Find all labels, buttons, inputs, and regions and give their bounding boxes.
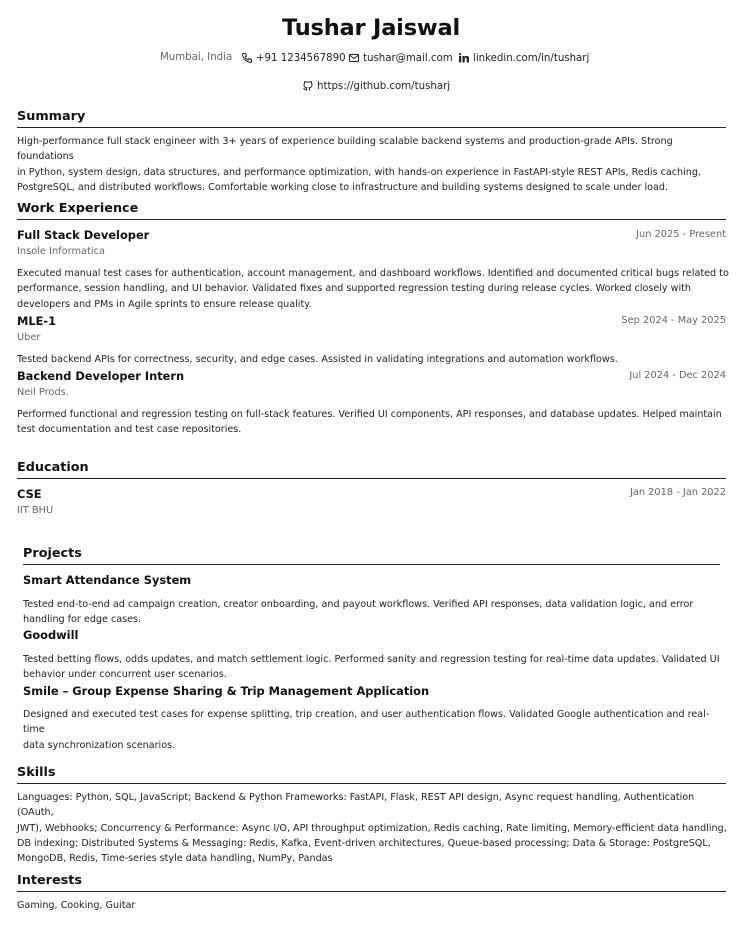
job-company: Insole Informatica	[17, 246, 105, 257]
job-company: Uber	[17, 332, 41, 343]
projects-divider	[23, 564, 720, 565]
skills-line: Languages: Python, SQL, JavaScript; Backend & Python Frameworks: FastAPI, Flask, REST API design, Async request handling, Authentication (OAuth,	[17, 792, 695, 819]
project-description-line: Tested betting flows, odds updates, and match settlement logic. Performed sanity and regression testing for real-time data updates. Validated UI	[23, 654, 720, 665]
project-description-line: behavior under concurrent user scenarios.	[23, 669, 227, 681]
project-description-line: data synchronization scenarios.	[23, 739, 176, 751]
skills-line: MongoDB, Redis, Time-series style data handling, NumPy, Pandas	[17, 853, 333, 865]
job-title: Backend Developer Intern	[17, 369, 185, 383]
linkedin[interactable]	[458, 52, 589, 64]
summary-line: in Python, system design, data structures, and performance optimization, with hands-on experience in FastAPI-style REST APIs, Redis caching,	[17, 166, 701, 178]
github[interactable]	[302, 80, 450, 92]
interests-heading: Interests	[17, 873, 83, 888]
job-description-line: performance, session handling, and UI behavior. Validated fixes and supported regression testing during release cycles. Worked closely with	[17, 283, 692, 295]
interests-text: Gaming, Cooking, Guitar	[17, 900, 136, 911]
education-heading: Education	[17, 460, 89, 475]
linkedin-text[interactable]: linkedin.com/in/tusharj	[473, 52, 590, 64]
job-description	[17, 266, 729, 312]
job-date: Jun 2025 - Present	[636, 229, 726, 240]
interests-divider	[17, 891, 726, 892]
school: IIT BHU	[17, 505, 54, 516]
email[interactable]	[348, 52, 453, 64]
project-title: Smile – Group Expense Sharing & Trip Management Application	[23, 684, 430, 698]
location	[160, 52, 232, 63]
linkedin-icon	[458, 52, 470, 64]
skills-heading: Skills	[17, 765, 56, 780]
resume-name: Tushar Jaiswal	[282, 15, 460, 41]
github-text[interactable]: https://github.com/tusharj	[317, 80, 451, 92]
phone	[241, 52, 346, 64]
job-description	[17, 352, 729, 367]
job-description-line: test documentation and test case repositories.	[17, 424, 242, 436]
skills-text	[17, 790, 729, 866]
project-description-line: Tested end-to-end ad campaign creation, creator onboarding, and payout workflows. Verified API responses, data validation logic, and error	[23, 599, 694, 610]
summary-line: PostgreSQL, and distributed workflows. Comfortable working close to infrastructure and building systems designed to scale under load.	[17, 181, 669, 193]
job-description-line: Executed manual test cases for authentication, account management, and dashboard workflows. Identified and documented critical bugs related to	[17, 268, 729, 279]
project-description-line: Designed and executed test cases for expense splitting, trip creation, and user authentication flows. Validated Google authentication and real-time	[23, 709, 710, 736]
project-title: Smart Attendance System	[23, 573, 192, 587]
summary-line: High-performance full stack engineer with 3+ years of experience building scalable backend systems and production-grade APIs. Strong foundations	[17, 136, 673, 163]
skills-line: DB indexing; Distributed Systems & Messaging: Redis, Kafka, Event-driven architectures, Queue-based processing; Data & Storage: PostgreSQL,	[17, 837, 711, 849]
project-description-line: handling for edge cases.	[23, 614, 142, 626]
phone-text: +91 1234567890	[256, 52, 346, 64]
email-text[interactable]: tushar@mail.com	[363, 52, 453, 64]
job-description-line: developers and PMs in Agile sprints to ensure release quality.	[17, 298, 312, 310]
skills-divider	[17, 783, 726, 784]
mail-icon	[348, 52, 360, 64]
job-description-line: Performed functional and regression testing on full-stack features. Verified UI components, API responses, and database updates. Helped maintain	[17, 409, 722, 420]
education-divider	[17, 478, 726, 479]
job-description	[17, 407, 729, 438]
skills-line: JWT), Webhooks; Concurrency & Performance: Async I/O, API throughput optimization, Redis caching, Rate limiting, Memory-efficient data handling,	[17, 822, 727, 834]
summary-divider	[17, 127, 726, 128]
work-heading: Work Experience	[17, 201, 139, 216]
job-company: Neil Prods.	[17, 387, 69, 398]
github-icon	[302, 80, 314, 92]
summary-heading: Summary	[17, 109, 86, 124]
project-description	[23, 597, 729, 628]
job-title: Full Stack Developer	[17, 228, 150, 242]
projects-heading: Projects	[23, 546, 82, 561]
project-description	[23, 707, 729, 753]
location-text: Mumbai, India	[160, 52, 233, 63]
job-title: MLE-1	[17, 314, 57, 328]
degree: CSE	[17, 487, 42, 501]
project-title: Goodwill	[23, 628, 79, 642]
job-description-line: Tested backend APIs for correctness, security, and edge cases. Assisted in validating integrations and automation workflows.	[17, 354, 618, 365]
education-date: Jan 2018 - Jan 2022	[629, 487, 726, 498]
job-date: Jul 2024 - Dec 2024	[629, 370, 726, 381]
project-description	[23, 652, 729, 683]
work-divider	[17, 219, 726, 220]
phone-icon	[241, 52, 253, 64]
job-date: Sep 2024 - May 2025	[621, 315, 726, 326]
summary-text	[17, 134, 729, 195]
